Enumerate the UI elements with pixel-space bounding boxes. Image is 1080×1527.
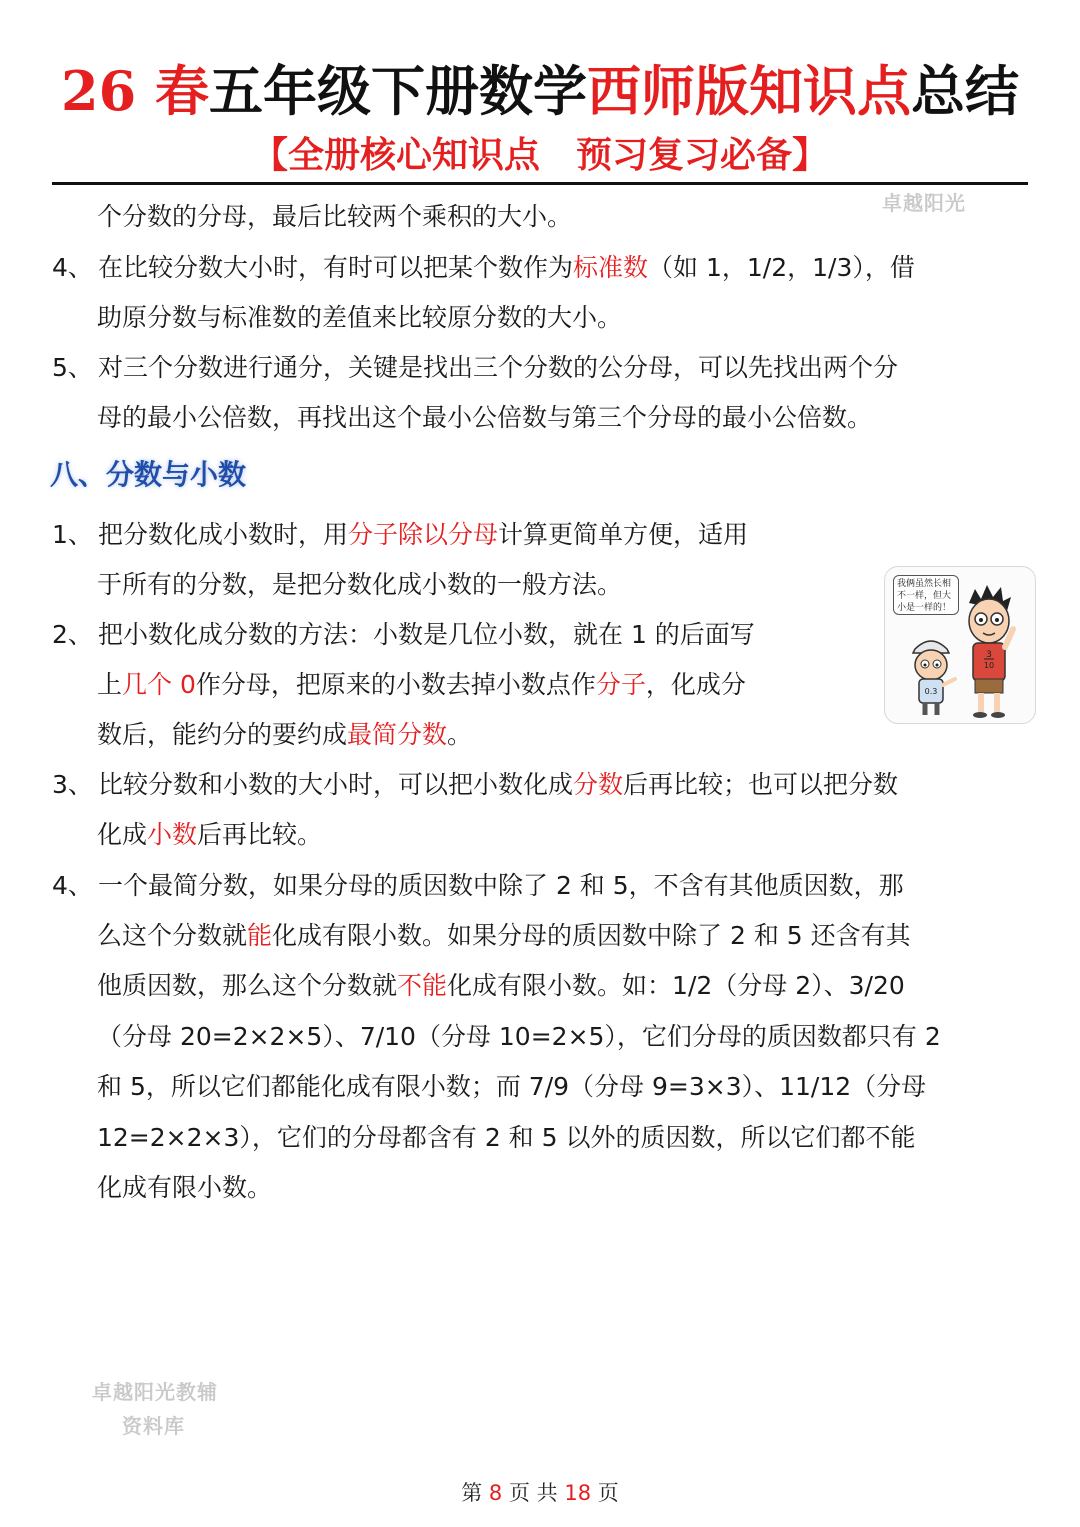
header-divider	[52, 182, 1028, 185]
item-number: 1、	[52, 520, 93, 549]
big-shirt-numerator: 3	[986, 650, 992, 660]
text: 化成有限小数。如果分母的质因数中除了 2 和 5 还含有其	[272, 921, 911, 950]
highlight: 不能	[397, 971, 448, 1000]
text: 化成	[97, 820, 148, 849]
cartoon-illustration	[884, 566, 1036, 724]
text: 数后，能约分的要约成	[97, 720, 348, 749]
watermark-bottom-line1: 卓越阳光教辅	[92, 1380, 218, 1404]
section-heading: 八、分数与小数	[50, 458, 247, 491]
section-item-1	[52, 510, 748, 560]
item-number: 2、	[52, 620, 93, 649]
text: 作分母，把原来的小数去掉小数点作	[195, 670, 596, 699]
continued-line: 个分数的分母，最后比较两个乘积的大小。	[97, 202, 573, 231]
highlight: 最简分数	[347, 720, 448, 749]
item-number: 4、	[52, 871, 93, 900]
text: 在比较分数大小时，有时可以把某个数作为	[98, 253, 574, 282]
page-subtitle: 【全册核心知识点 预习复习必备】	[251, 135, 828, 176]
item-4-line2: 助原分数与标准数的差值来比较原分数的大小。	[97, 303, 623, 332]
big-shirt-denominator: 10	[983, 661, 995, 670]
highlight: 小数	[147, 820, 198, 849]
text: （如 1，1/2，1/3），借	[648, 253, 915, 282]
item-number: 3、	[52, 770, 93, 799]
section-item-2	[52, 610, 755, 660]
speech-bubble: 我俩虽然长相不一样，但大小是一样的！	[893, 575, 959, 615]
page-title	[0, 58, 1080, 124]
section-item-4-line4: （分母 20=2×2×5）、7/10（分母 10=2×5），它们分母的质因数都只有 2	[97, 1022, 941, 1051]
watermark-top: 卓越阳光	[882, 191, 966, 215]
section-item-4-line7: 化成有限小数。	[97, 1173, 273, 1202]
footer-prefix: 第	[461, 1481, 489, 1505]
section-item-2-line3	[97, 710, 472, 760]
item-5	[52, 343, 898, 393]
text: 上	[97, 670, 123, 699]
small-shirt-number: 0.3	[924, 687, 938, 696]
footer-middle: 页 共	[502, 1481, 565, 1505]
cartoon-figures-icon	[885, 567, 1035, 723]
title-edition: 西师版知识点	[586, 59, 911, 123]
highlight: 分子	[595, 670, 646, 699]
page-total: 18	[564, 1481, 592, 1505]
highlight: 分数	[573, 770, 624, 799]
title-year: 26 春	[61, 59, 209, 123]
watermark-bottom-line2: 资料库	[122, 1414, 185, 1438]
footer-suffix: 页	[591, 1481, 619, 1505]
text: 对三个分数进行通分，关键是找出三个分数的公分母，可以先找出两个分	[98, 353, 899, 382]
highlight: 分子除以分母	[348, 520, 499, 549]
section-item-3	[52, 760, 898, 810]
text: 后再比较。	[197, 820, 323, 849]
title-grade: 五年级下册数学	[208, 59, 587, 123]
section-item-3-line2	[97, 810, 322, 860]
section-item-4-line6: 12=2×2×3），它们的分母都含有 2 和 5 以外的质因数，所以它们都不能	[97, 1123, 916, 1152]
text: 后再比较；也可以把分数	[623, 770, 899, 799]
section-item-4-line2	[97, 911, 911, 961]
item-4	[52, 243, 915, 293]
text: 比较分数和小数的大小时，可以把小数化成	[98, 770, 574, 799]
section-item-4	[52, 861, 904, 911]
section-item-2-line2	[97, 660, 746, 710]
highlight: 能	[247, 921, 273, 950]
text: ，化成分	[645, 670, 746, 699]
item-5-line2: 母的最小公倍数，再找出这个最小公倍数与第三个分母的最小公倍数。	[97, 403, 873, 432]
text: 么这个分数就	[97, 921, 248, 950]
page-number: 8	[488, 1481, 503, 1505]
text: 。	[447, 720, 473, 749]
section-item-1-line2: 于所有的分数，是把分数化成小数的一般方法。	[97, 570, 623, 599]
section-item-4-line3	[97, 961, 905, 1011]
highlight: 标准数	[573, 253, 649, 282]
page-footer	[0, 1478, 1080, 1508]
text: 把小数化成分数的方法：小数是几位小数，就在 1 的后面写	[98, 620, 755, 649]
highlight: 几个 0	[122, 670, 196, 699]
text: 把分数化成小数时，用	[98, 520, 349, 549]
text: 他质因数，那么这个分数就	[97, 971, 398, 1000]
text: 一个最简分数，如果分母的质因数中除了 2 和 5，不含有其他质因数，那	[98, 871, 904, 900]
item-number: 4、	[52, 253, 93, 282]
section-item-4-line5: 和 5，所以它们都能化成有限小数；而 7/9（分母 9=3×3）、11/12（分母	[97, 1072, 927, 1101]
text: 计算更简单方便，适用	[498, 520, 749, 549]
text: 化成有限小数。如：1/2（分母 2）、3/20	[447, 971, 905, 1000]
title-summary: 总结	[910, 59, 1019, 123]
item-number: 5、	[52, 353, 93, 382]
